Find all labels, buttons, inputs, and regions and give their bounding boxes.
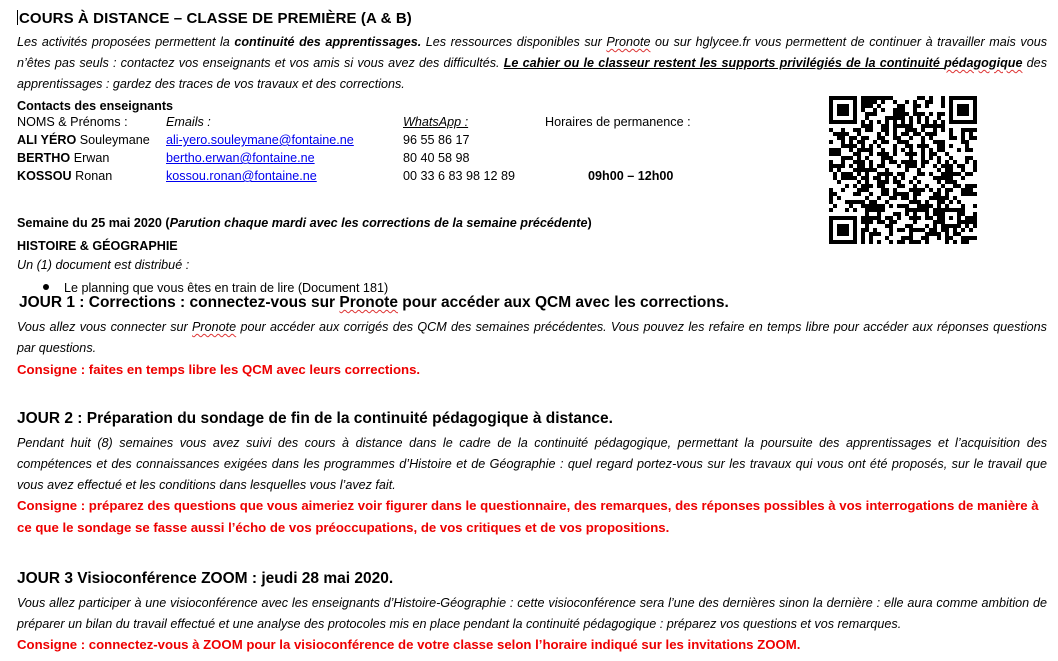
list-item: Le planning que vous êtes en train de lire (Document 181) bbox=[43, 281, 388, 295]
table-row bbox=[17, 151, 725, 169]
header-whatsapp: WhatsApp : bbox=[403, 115, 469, 129]
email-link[interactable]: kossou.ronan@fontaine.ne bbox=[166, 169, 317, 183]
teacher-name: ALI YÉRO Souleymane bbox=[17, 133, 150, 147]
page-title: COURS À DISTANCE – CLASSE DE PREMIÈRE (A & B) bbox=[19, 10, 412, 27]
table-row bbox=[17, 133, 725, 151]
email-link[interactable]: ali-yero.souleymane@fontaine.ne bbox=[166, 133, 354, 147]
header-emails: Emails : bbox=[166, 115, 211, 129]
pronote-word: Pronote bbox=[606, 35, 651, 49]
teacher-name: KOSSOU Ronan bbox=[17, 169, 113, 183]
jour2-heading: JOUR 2 : Préparation du sondage de fin de la continuité pédagogique à distance. bbox=[17, 410, 613, 427]
jour1-consigne: Consigne : faites en temps libre les QCM avec leurs corrections. bbox=[17, 362, 421, 377]
week-heading: Semaine du 25 mai 2020 (Parution chaque mardi avec les corrections de la semaine précédente) bbox=[17, 216, 592, 230]
teacher-name: BERTHO Erwan bbox=[17, 151, 110, 165]
office-hours-value: 09h00 – 12h00 bbox=[588, 169, 674, 183]
jour1-text: Vous allez vous connecter sur Pronote pour accéder aux corrigés des QCM des semaines précédentes. Vous pouvez les refaire en temps libre pour accéder aux réponses questions par questions. bbox=[17, 320, 1047, 355]
subject-heading: HISTOIRE & GÉOGRAPHIE bbox=[17, 239, 178, 253]
phone-number: 96 55 86 17 bbox=[403, 133, 470, 147]
text-cursor bbox=[17, 10, 18, 25]
phone-number: 00 33 6 83 98 12 89 bbox=[403, 169, 516, 183]
document-page bbox=[17, 10, 1047, 652]
jour3-consigne: Consigne : connectez-vous à ZOOM pour la visioconférence de votre classe selon l’horaire indiqué sur les invitations ZOOM. bbox=[17, 637, 801, 652]
jour2-text: Pendant huit (8) semaines vous avez suivi des cours à distance dans le cadre de la continuité pédagogique, permettant la poursuite des apprentissages et l’acquisition des compétences et des connaissances exigées dans les programmes d’Histoire et de Géographie : quel regard portez-vous sur les travaux qui vous ont été proposés, sur le travail que vous avez effectué et les conditions dans lesquelles vous l’avez fait. bbox=[17, 436, 1047, 492]
jour1-heading: JOUR 1 : Corrections : connectez-vous sur Pronote pour accéder aux QCM avec les corrections. bbox=[19, 294, 729, 311]
bullet-icon bbox=[43, 284, 49, 290]
qr-code-image bbox=[829, 96, 977, 244]
jour3-text: Vous allez participer à une visioconférence avec les enseignants d’Histoire-Géographie : cette visioconférence sera l’une des dernières sinon la dernière : elle aura comme ambition de préparer un bilan du travail effectué et une analyse des protocoles mis en place pendant la continuité pédagogique : préparez vos questions et vos remarques. bbox=[17, 596, 1047, 631]
phone-number: 80 40 58 98 bbox=[403, 151, 470, 165]
contacts-heading: Contacts des enseignants bbox=[17, 99, 174, 113]
header-hours: Horaires de permanence : bbox=[545, 115, 691, 129]
jour3-heading: JOUR 3 Visioconférence ZOOM : jeudi 28 mai 2020. bbox=[17, 570, 394, 587]
contacts-header-row bbox=[17, 115, 725, 133]
jour2-consigne: Consigne : préparez des questions que vous aimeriez voir figurer dans le questionnaire, des remarques, des réponses possibles à vos interrogations de manière à ce que le sondage se fasse aussi l’écho de vos préoccupations, de vos critiques et de vos propositions. bbox=[17, 498, 1039, 535]
header-names: NOMS & Prénoms : bbox=[17, 115, 128, 129]
email-link[interactable]: bertho.erwan@fontaine.ne bbox=[166, 151, 315, 165]
intro-paragraph: Les activités proposées permettent la continuité des apprentissages. Les ressources disponibles sur Pronote ou sur hglycee.fr vous permettent de continuer à travailler mais vous n’êtes pas seuls : contactez vos enseignants et vos amis si vous avez des difficultés. Le cahier ou le classeur restent les supports privilégiés de la continuité pédagogique des apprentissages : gardez des traces de vos travaux et des corrections. bbox=[17, 35, 1047, 91]
documents-note: Un (1) document est distribué : bbox=[17, 258, 190, 272]
